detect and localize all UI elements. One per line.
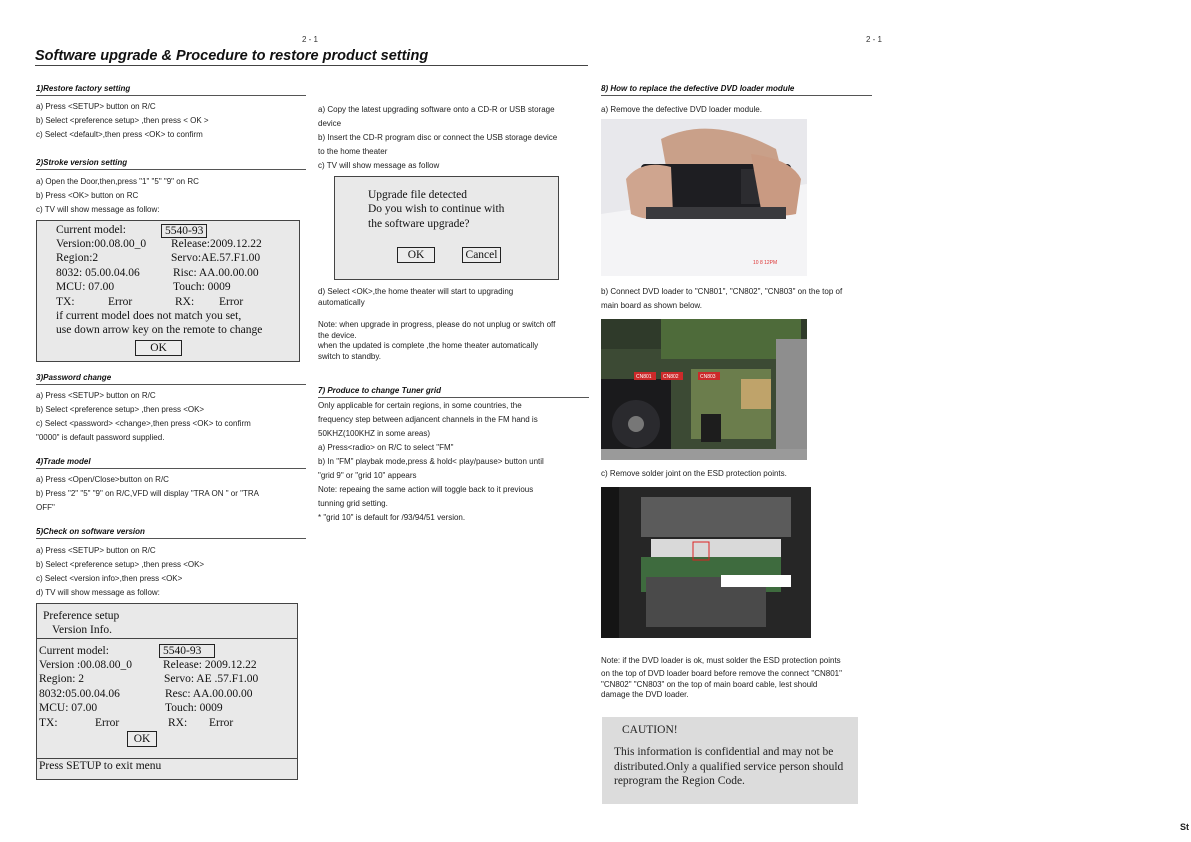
photo-main-board-image — [601, 319, 807, 460]
caution-text — [614, 745, 858, 789]
section-5-line: d) TV will show message as follow: — [36, 588, 160, 597]
section-1-rule — [36, 95, 306, 96]
cn801-label: CN801 — [636, 374, 652, 380]
section-1-line: c) Select <default>,then press <OK> to confirm — [36, 130, 203, 139]
caution-line: reprogram the Region Code. — [614, 775, 745, 787]
resc-value: Resc: AA.00.00.00 — [165, 688, 253, 700]
mcu-value: MCU: 07.00 — [56, 281, 115, 293]
page-number-left: 2 - 1 — [302, 35, 319, 44]
section-1-line: a) Press <SETUP> button on R/C — [36, 102, 156, 111]
section-5-text — [36, 544, 306, 600]
touch-value: Touch: 0009 — [173, 281, 231, 293]
dialog-line-2: Do you wish to continue with — [368, 203, 505, 215]
current-model-label: Current model: — [56, 224, 126, 236]
tx-label: TX: — [39, 717, 58, 729]
section-7-line: "grid 9" or "grid 10" appears — [318, 471, 417, 480]
caution-title: CAUTION! — [622, 724, 678, 736]
section-5-heading: 5)Check on software version — [36, 527, 145, 536]
section-4-heading: 4)Trade model — [36, 457, 91, 466]
section-8-rule — [601, 95, 872, 96]
region-value: Region: 2 — [39, 673, 85, 685]
section-8-note-line: Note: if the DVD loader is ok, must solder the ESD protection points — [601, 656, 841, 665]
region-value: Region:2 — [56, 252, 99, 264]
section-6-note-line: switch to standby. — [318, 351, 381, 361]
current-model-value: 5540-93 — [159, 644, 215, 658]
section-8-step-b-line: main board as shown below. — [601, 301, 702, 310]
section-8-note-line: "CN802" "CN803" on the top of main board cable, lest should — [601, 680, 818, 689]
section-6-note-line: when the updated is complete ,the home theater automatically — [318, 341, 539, 350]
current-model-value: 5540-93 — [161, 224, 207, 238]
section-1-text — [36, 100, 306, 142]
section-3-line: a) Press <SETUP> button on R/C — [36, 391, 156, 400]
section-8-step-b — [601, 285, 881, 313]
release-value: Release:2009.12.22 — [171, 238, 262, 250]
section-7-text — [318, 399, 593, 525]
section-4-line: OFF" — [36, 503, 55, 512]
v8032-value: 8032: 05.00.04.06 — [56, 267, 140, 279]
section-8-step-a: a) Remove the defective DVD loader module. — [601, 105, 762, 114]
upgrade-dialog — [334, 176, 559, 280]
caution-line: This information is confidential and may not be — [614, 746, 834, 758]
page-title: Software upgrade & Procedure to restore product setting — [35, 48, 429, 64]
section-7-heading: 7) Produce to change Tuner grid — [318, 386, 441, 395]
dialog-cancel-button[interactable]: Cancel — [462, 247, 501, 263]
section-4-line: a) Press <Open/Close>button on R/C — [36, 475, 169, 484]
section-3-line: "0000" is default password supplied. — [36, 433, 165, 442]
section-3-heading: 3)Password change — [36, 373, 112, 382]
version-info-screen — [36, 603, 298, 780]
section-8-note-line: on the top of DVD loader board before remove the connect "CN801" — [601, 669, 842, 678]
tx-value: Error — [95, 717, 120, 729]
photo-remove-loader-image — [601, 119, 807, 276]
exit-hint: Press SETUP to exit menu — [39, 760, 162, 772]
touch-value: Touch: 0009 — [165, 702, 223, 714]
section-7-line: a) Press<radio> on R/C to select "FM" — [318, 443, 454, 452]
mismatch-note-1: if current model does not match you set, — [56, 310, 242, 322]
photo-esd-points — [601, 487, 811, 638]
version-value: Version :00.08.00_0 — [39, 659, 132, 671]
section-7-line: * "grid 10" is default for /93/94/51 version. — [318, 513, 466, 522]
caution-box — [602, 717, 858, 804]
section-8-note-line: damage the DVD loader. — [601, 690, 689, 699]
rx-value: Error — [209, 717, 234, 729]
section-6-text — [318, 103, 593, 173]
rx-label: RX: — [175, 296, 195, 308]
rx-value: Error — [219, 296, 244, 308]
section-3-rule — [36, 384, 306, 385]
section-7-line: Only applicable for certain regions, in some countries, the — [318, 401, 522, 410]
section-6-note — [318, 320, 593, 362]
screen-divider — [37, 638, 297, 639]
section-6-line: device — [318, 119, 342, 128]
tx-label: TX: — [56, 296, 75, 308]
screen-header-subtitle: Version Info. — [52, 624, 113, 636]
ok-button[interactable]: OK — [127, 731, 157, 747]
section-2-line: a) Open the Door,then,press "1" "5" "9" on RC — [36, 177, 199, 186]
caution-line: distributed.Only a qualified service person should — [614, 760, 844, 773]
section-3-line: b) Select <preference setup> ,then press <OK> — [36, 405, 205, 414]
section-8-step-b-line: b) Connect DVD loader to "CN801", "CN802", "CN803" on the top of — [601, 287, 843, 296]
section-5-line: b) Select <preference setup> ,then press <OK> — [36, 560, 205, 569]
cn802-label: CN802 — [663, 374, 679, 380]
section-6-after-line: automatically — [318, 297, 365, 307]
dialog-line-3: the software upgrade? — [368, 218, 470, 230]
photo-date-stamp: 10 8 12PM — [753, 260, 778, 266]
section-7-line: Note: repeaing the same action will toggle back to it previous — [318, 485, 534, 494]
screen-footer-divider — [37, 758, 297, 759]
dialog-ok-button[interactable]: OK — [397, 247, 435, 263]
section-1-line: b) Select <preference setup> ,then press < OK > — [36, 116, 209, 125]
section-4-line: b) Press "2" "5" "9" on R/C,VFD will display "TRA ON " or "TRA — [36, 489, 259, 498]
section-5-line: a) Press <SETUP> button on R/C — [36, 546, 156, 555]
section-3-line: c) Select <password> <change>,then press <OK> to confirm — [36, 419, 251, 428]
ok-button[interactable]: OK — [135, 340, 182, 356]
section-6-note-line: the device. — [318, 330, 357, 340]
section-6-note-line: Note: when upgrade in progress, please do not unplug or switch off — [318, 320, 556, 329]
photo-main-board — [601, 319, 807, 460]
section-6-line: a) Copy the latest upgrading software onto a CD-R or USB storage — [318, 105, 555, 114]
current-model-label: Current model: — [39, 645, 109, 657]
section-4-text — [36, 473, 306, 515]
photo-remove-loader — [601, 119, 807, 276]
v8032-value: 8032:05.00.04.06 — [39, 688, 120, 700]
tx-value: Error — [108, 296, 133, 308]
servo-value: Servo:AE.57.F1.00 — [171, 252, 261, 264]
servo-value: Servo: AE .57.F1.00 — [164, 673, 259, 685]
section-1-heading: 1)Restore factory setting — [36, 84, 131, 93]
section-6-line: b) Insert the CD-R program disc or connect the USB storage device — [318, 133, 558, 142]
section-7-line: frequency step between adjancent channels in the FM hand is — [318, 415, 538, 424]
section-6-line: to the home theater — [318, 147, 388, 156]
screen-header-title: Preference setup — [43, 610, 120, 622]
section-6-after — [318, 287, 593, 308]
section-7-line: b) In "FM" playbak mode,press & hold< play/pause> button until — [318, 457, 544, 466]
photo-esd-points-image — [601, 487, 811, 638]
mcu-value: MCU: 07.00 — [39, 702, 98, 714]
stroke-version-screen — [36, 220, 300, 362]
rx-label: RX: — [168, 717, 188, 729]
section-6-after-line: d) Select <OK>,the home theater will start to upgrading — [318, 287, 514, 296]
page-number-right: 2 - 1 — [866, 35, 883, 44]
risc-value: Risc: AA.00.00.00 — [173, 267, 259, 279]
dialog-line-1: Upgrade file detected — [368, 189, 467, 201]
section-2-text — [36, 175, 306, 217]
release-value: Release: 2009.12.22 — [163, 659, 257, 671]
section-2-line: b) Press <OK> button on RC — [36, 191, 139, 200]
section-5-line: c) Select <version info>,then press <OK> — [36, 574, 183, 583]
section-3-text — [36, 389, 306, 445]
section-7-line: 50KHZ(100KHZ in some areas) — [318, 429, 431, 438]
section-2-heading: 2)Stroke version setting — [36, 158, 128, 167]
section-8-heading: 8) How to replace the defective DVD loader module — [601, 84, 795, 93]
section-5-rule — [36, 538, 306, 539]
section-4-rule — [36, 468, 306, 469]
section-8-step-c: c) Remove solder joint on the ESD protection points. — [601, 469, 787, 478]
section-8-note — [601, 654, 891, 700]
title-rule — [35, 65, 588, 66]
section-2-rule — [36, 169, 306, 170]
corner-mark: St — [1180, 822, 1189, 832]
mismatch-note-2: use down arrow key on the remote to change — [56, 324, 263, 336]
cn803-label: CN803 — [700, 374, 716, 380]
section-6-line: c) TV will show message as follow — [318, 161, 440, 170]
section-7-line: tunning grid setting. — [318, 499, 388, 508]
version-value: Version:00.08.00_0 — [56, 238, 147, 250]
section-2-line: c) TV will show message as follow: — [36, 205, 160, 214]
section-7-rule — [318, 397, 589, 398]
